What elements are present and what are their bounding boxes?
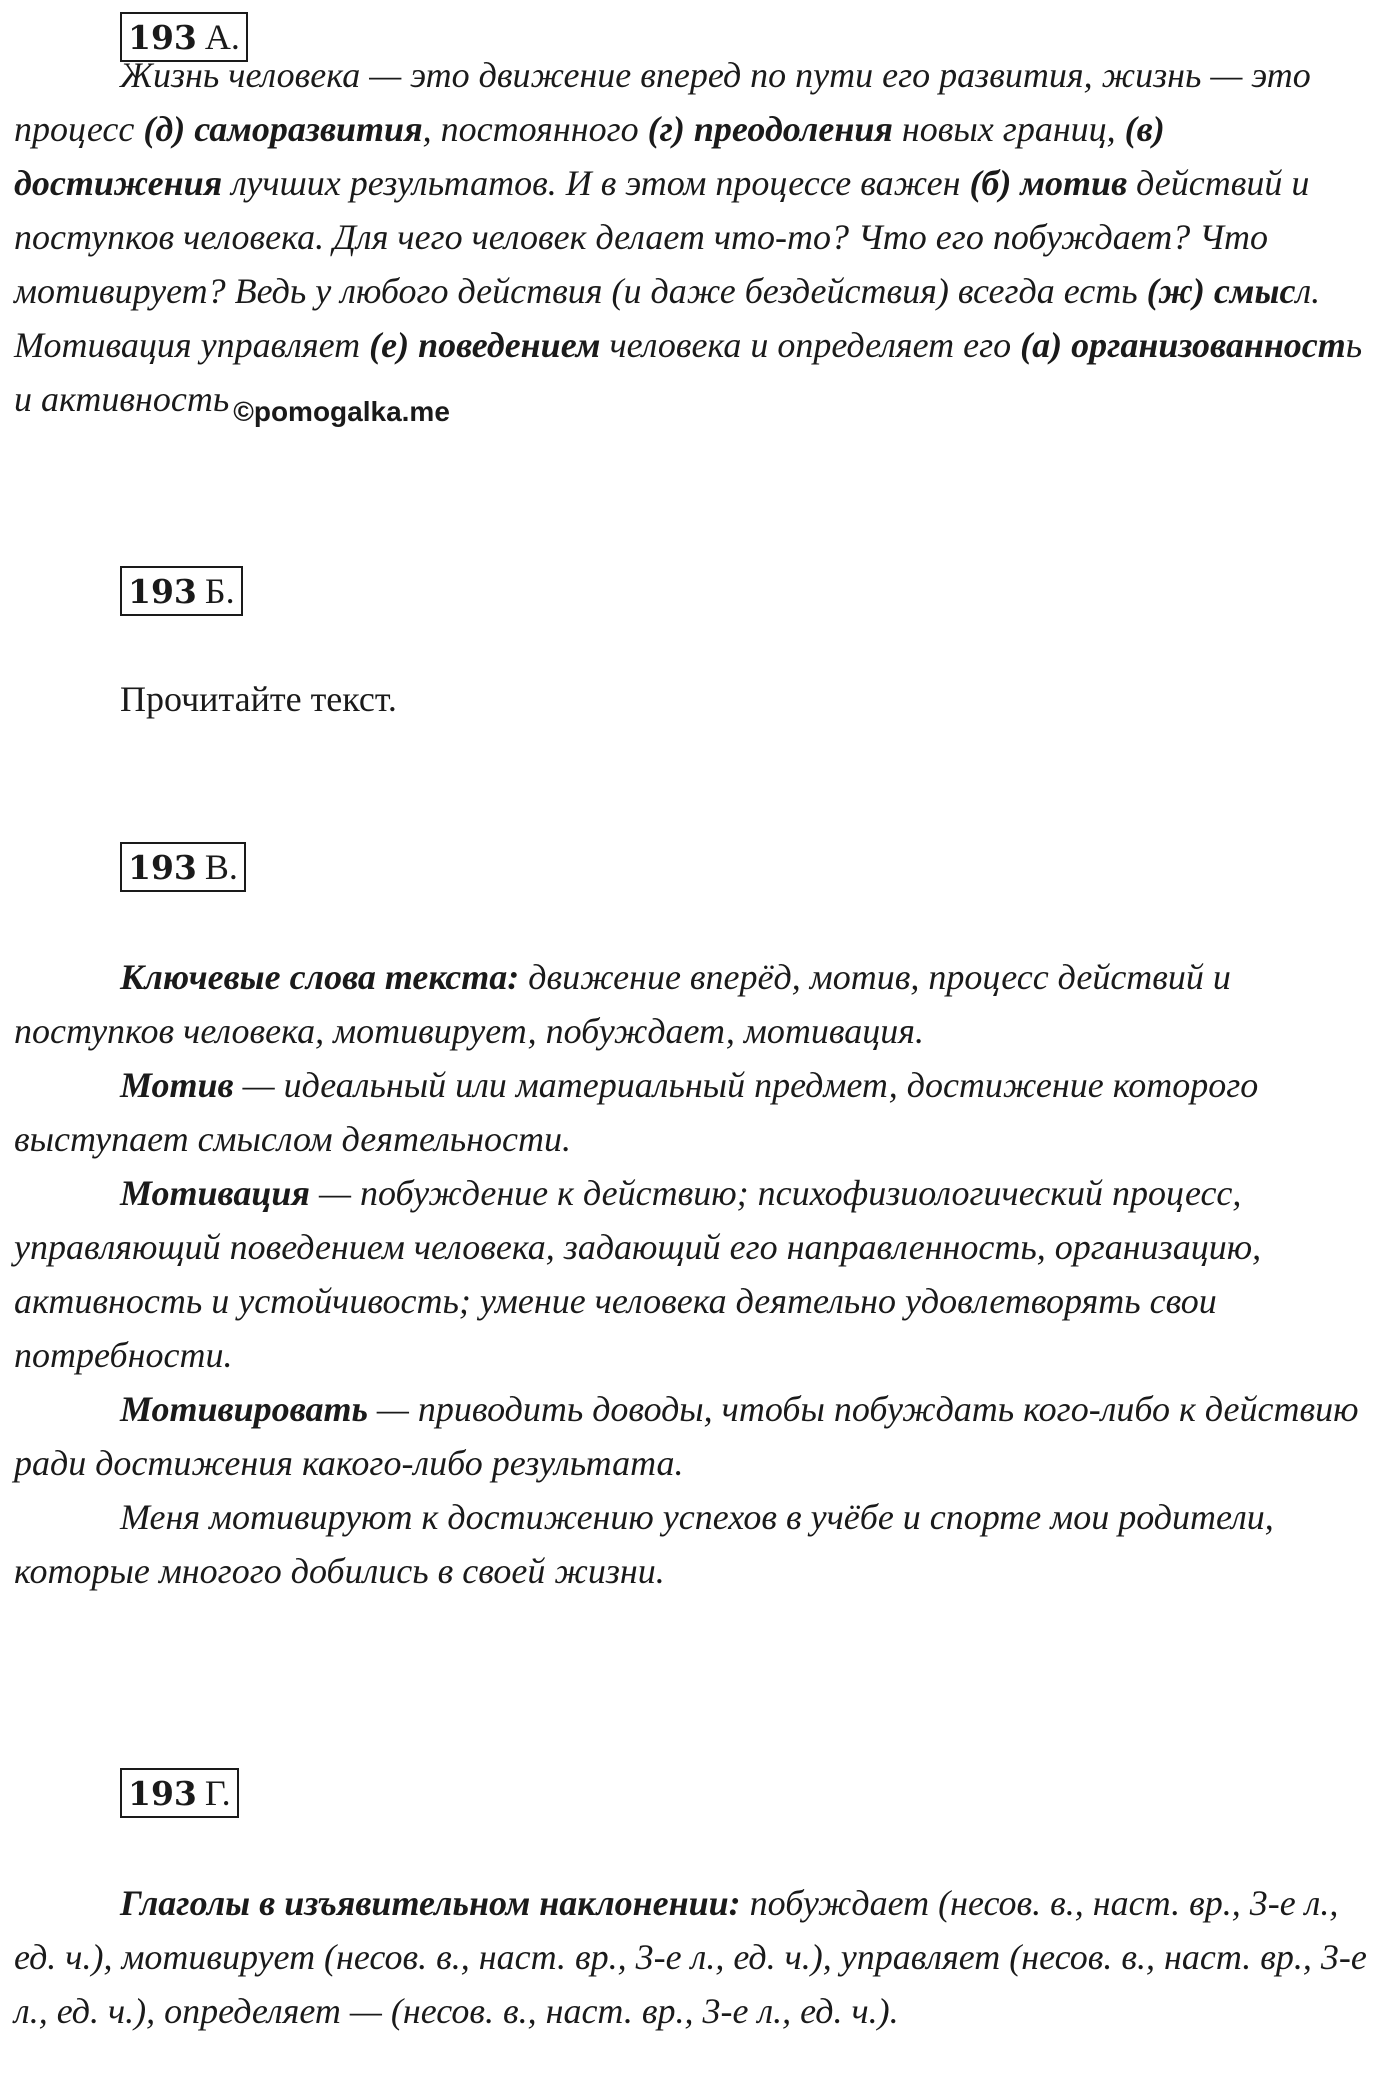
exercise-number-b: [120, 566, 243, 616]
text-run: л. Мотивация управляет: [14, 271, 1321, 365]
section-b-paragraph: Прочитайте текст.: [120, 679, 397, 719]
exercise-letter: А.: [204, 17, 240, 57]
answer-term: (г) преодоления: [647, 109, 893, 149]
definition-motivirovat: [14, 1382, 1374, 1490]
exercise-number-d: [120, 1768, 239, 1818]
text-run: ь и активность: [14, 325, 1363, 419]
example-text: Меня мотивируют к достижению успехов в учёбе и спорте мои родители, которые многого добились в своей жизни.: [14, 1497, 1274, 1591]
term: Мотивировать: [120, 1389, 368, 1429]
answer-term: (ж) смыс: [1146, 271, 1296, 311]
section-c-text: [14, 950, 1374, 1598]
section-a-text: [14, 48, 1374, 429]
definition-motiv: [14, 1058, 1374, 1112]
exercise-letter: Г.: [204, 1773, 231, 1813]
section-d-text: [14, 1876, 1374, 2038]
term: Глаголы в изъявительном наклонении:: [120, 1883, 741, 1923]
exercise-letter: В.: [204, 847, 238, 887]
watermark: ©pomogalka.me: [233, 396, 450, 427]
text-run: действий и поступков человека. Для чего человек делает что-то? Что его побуждает? Что мотивирует? Ведь у любого действия (и даже бездействия) всегда есть: [14, 163, 1310, 311]
definition-motiv-continued: выступает смыслом деятельности.: [14, 1119, 571, 1159]
answer-term: (б) мотив: [969, 163, 1128, 203]
exercise-number: 193: [128, 1774, 197, 1813]
term: Мотивация: [120, 1173, 310, 1213]
definition: — идеальный или материальный предмет, достижение которого: [233, 1065, 1259, 1105]
answer-term: (а) организованност: [1020, 325, 1346, 365]
text-run: человека и определяет его: [600, 325, 1021, 365]
exercise-letter: Б.: [204, 571, 235, 611]
exercise-number: 193: [128, 18, 197, 57]
answer-term: (в) достижения: [14, 109, 1165, 203]
section-b-text: [120, 672, 1320, 726]
exercise-number-c: [120, 842, 246, 892]
text-run: Жизнь человека — это движение вперед по пути его развития, жизнь — это процесс: [14, 55, 1311, 149]
answer-term: (е) поведением: [369, 325, 601, 365]
definition-motivatsiya: [14, 1166, 1374, 1382]
definition: движение вперёд, мотив, процесс действий и поступков человека, мотивирует, побуждает, мотивация.: [14, 957, 1231, 1051]
definition-keywords: [14, 950, 1374, 1058]
text-run: лучших результатов. И в этом процессе важен: [222, 163, 970, 203]
definition: — приводить доводы, чтобы побуждать кого-либо к действию ради достижения какого-либо результата.: [14, 1389, 1359, 1483]
definition: — побуждение к действию; психофизиологический процесс, управляющий поведением человека, задающий его направленность, организацию, активность и устойчивость; умение человека деятельно удовлетворять свои потребности.: [14, 1173, 1262, 1375]
section-a-paragraph: [14, 48, 1374, 429]
example-sentence: [14, 1490, 1374, 1598]
exercise-number: 193: [128, 848, 197, 887]
term: Мотив: [120, 1065, 234, 1105]
term: Ключевые слова текста:: [120, 957, 520, 997]
text-run: новых границ,: [892, 109, 1125, 149]
verbs-list: побуждает (несов. в., наст. вр., 3-е л., ед. ч.), мотивирует (несов. в., наст. вр., 3-е л., ед. ч.), управляет (несов. в., наст. вр., 3-е л., ед. ч.), определяет — (несов. в., наст. вр., 3-е л., ед. ч.).: [14, 1883, 1367, 2031]
answer-term: (д) саморазвития: [143, 109, 423, 149]
verbs-paragraph: [14, 1876, 1374, 2038]
exercise-number: 193: [128, 572, 197, 611]
text-run: , постоянного: [422, 109, 648, 149]
